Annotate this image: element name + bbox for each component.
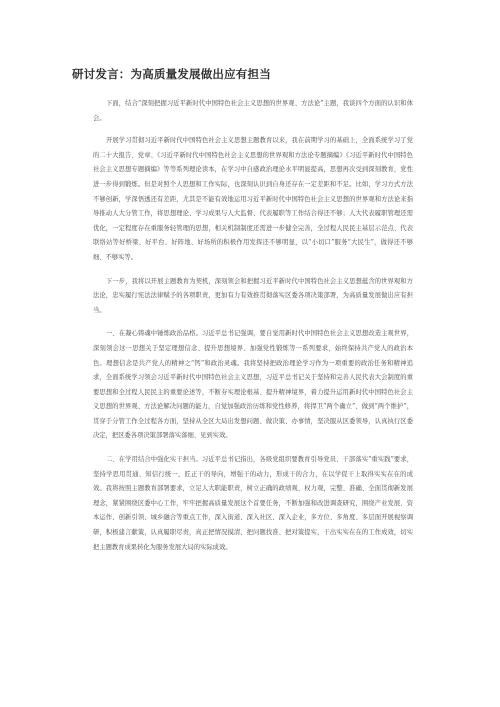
paragraph-next-steps: 下一步，我将以开展主题教育为契机，深刻领会和把握习近平新时代中国特色社会主义思想蕴含的世界观和方法论，忠实履行宪法法律赋予的各项职责，更加有力有效推贯彻落实区委各项决策部署，为高质量发展做出应有担当。	[93, 277, 413, 314]
page-title: 研讨发言：为高质量发展做出应有担当	[72, 67, 271, 81]
paragraph-point-one: 一、在凝心铸魂中锤炼政治品格。习近平总书记强调，要自觉用新时代中国特色社会主义思想改造主观世界，深刻领会这一思想关于坚定理想信念、提升思想境界、加强党性锻炼等一系列要求，始终保持共产党人的政治本色。理想信念是共产党人的精神之“钙”和政治灵魂。我将坚持把政治理论学习作为一项重要的政治任务和精神追求，全面系统学习领会习近平新时代中国特色社会主义思想，习近平总书记关于坚持和完善人民代表大会制度的重要思想和全过程人民民主的重要论述等，不断夯实理论根基、提升精神境界，着力提升运用新时代中国特色社会主义思想的世界观、方法论解决问题的能力，自觉加强政治历练和党性修养，将捍卫“两个确立”、做到“两个维护”，贯穿于分管工作全过程各方面，坚持从全区大局出发想问题、做决策、办事情，坚决服从区委领导，认真执行区委决定，把区委各项决策部署落实落细、见到实效。	[93, 330, 413, 440]
paragraph-point-two: 二、在学用结合中强化实干担当。习近平总书记指出，各级党组织要教育引导党员、干部落实“重实践”要求，坚持学思用贯通、知信行统一，匠正干的导向，增强干的动力，形成干的合力，在以学促干上取得实实在在的成效。我将按照主题教育部署要求，立足人大职能职责，树立正确的政绩观、权力观，完整、准确、全面贯彻新发展理念，紧紧围绕区委中心工作，牢牢把握高质量发展这个首要任务，不断加强和改进调查研究，围绕产业发展、资本运作、创新引领、城乡融合等重点工作，深入街道、深入社区、深入企业，多方位、多角度、多层面开展视察调研，积极建言献策，认真履职尽责，真正把情况摸清、把问题找准、把对策提实，干出实实在在的工作成效，切实把主题教育成果转化为服务发展大局的实际成效。	[93, 456, 413, 551]
paragraph-study-summary: 开展学习贯彻习近平新时代中国特色社会主义思想主题教育以来，我在前期学习的基础上，全面系统学习了党的二十大报告、党章、《习近平新时代中国特色社会主义思想的世界观和方法论专题摘编》《习近平新时代中国特色社会主义思想专题摘编》等等系列理论读本，在学习中自感政治理论水平明显提高，思想再次受到深刻教育，党性进一步得到锻炼。但是对照个人思想和工作实际，也深刻认识到自身还存在一定差距和不足。比如，学习方式方法不够创新，学深悟透还有差距，尤其是不能有效地运用习近平新时代中国特色社会主义思想的世界观和方法论来指导推动人大分管工作，将思想理论、学习成果与人大监督、代表履职等工作结合得还不够；人大代表履职管理还需优化，一定程度存在重服务轻管理的思想，相关机制制度还需进一步健全完善，全过程人民民主基层示范点、代表联络站等好桥梁、好平台、好阵地、好场所的积极作用发挥还不够明显，以“小切口”服务“大民生”，做得还不够细、不够实等。	[93, 137, 413, 261]
document-body	[93, 97, 413, 564]
paragraph-intro: 下面，结合“深刻把握习近平新时代中国特色社会主义思想的世界观、方法论”主题，我谈四个方面的认识和体会。	[93, 100, 413, 122]
